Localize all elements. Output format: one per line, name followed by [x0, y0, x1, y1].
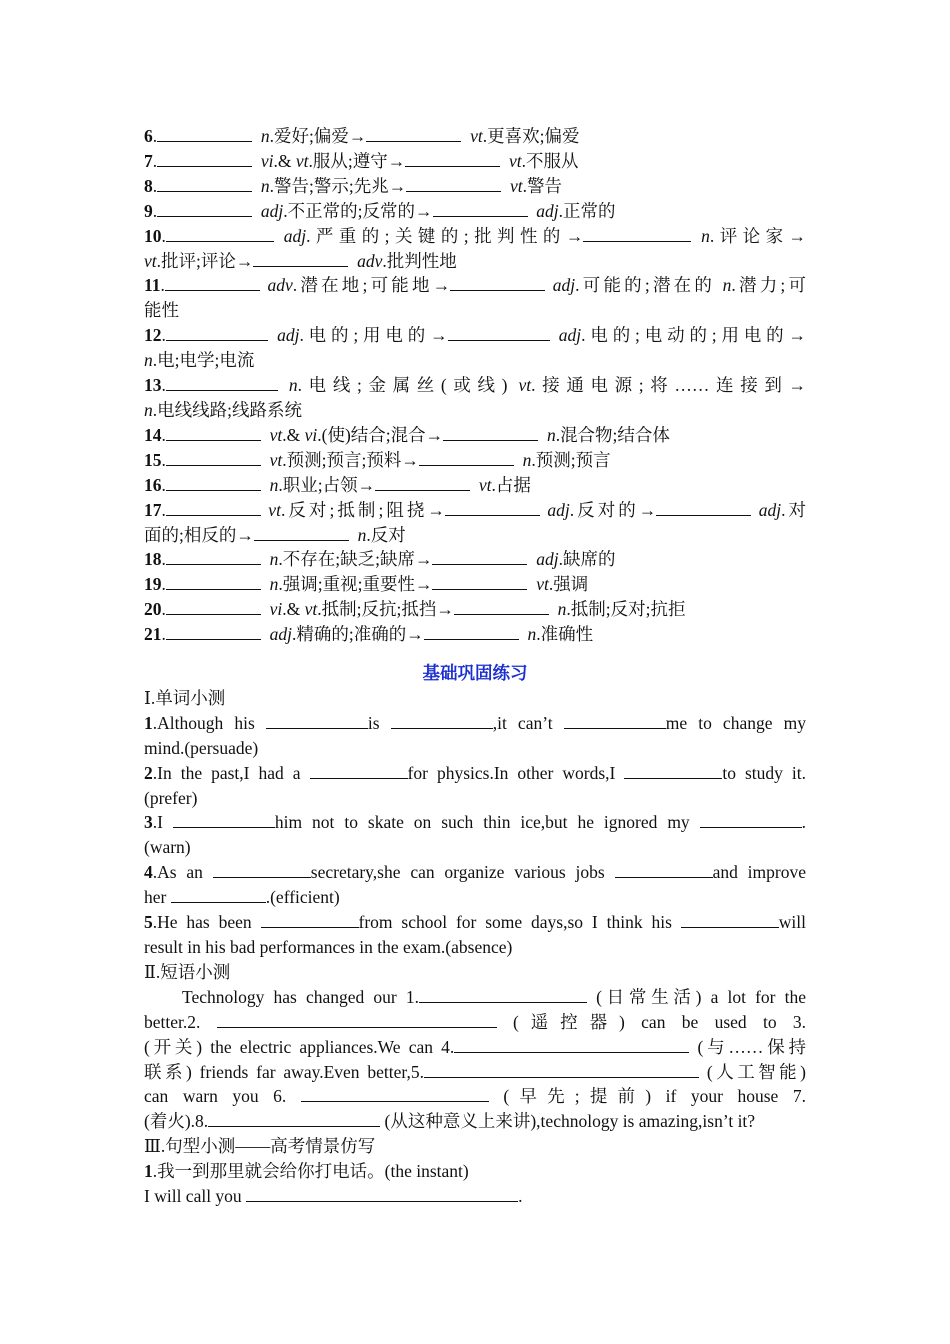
vocab-item: 9. adj.不正常的;反常的→ adj.正常的	[144, 200, 616, 221]
part1-item-cont: her .(efficient)	[144, 887, 340, 908]
part1-item: 5.He has been from school for some days,so I think his will	[144, 912, 806, 933]
vocab-item-cont: n.电;电学;电流	[144, 350, 255, 371]
vocab-item: 8. n.警告;警示;先兆→ vt.警告	[144, 175, 562, 196]
vocab-item: 19. n.强调;重视;重要性→ vt.强调	[144, 574, 589, 595]
vocab-item: 6. n.爱好;偏爱→ vt.更喜欢;偏爱	[144, 126, 580, 146]
section-title: 基础巩固练习	[422, 663, 528, 684]
part1-item-cont: mind.(persuade)	[144, 737, 259, 758]
part1-item-cont: (prefer)	[144, 787, 198, 808]
part1-item: 3.I him not to skate on such thin ice,but he ignored my .	[144, 812, 806, 833]
vocab-item-cont: n.电线线路;线路系统	[144, 399, 302, 420]
vocab-item: 16. n.职业;占领→ vt.占据	[144, 474, 531, 495]
part1	[144, 686, 806, 960]
vocab-item: 17. vt.反对;抵制;阻挠→ adj.反对的→ adj.对	[144, 499, 806, 520]
vocab-item-cont: 面的;相反的→ n.反对	[144, 524, 406, 545]
part3-heading: Ⅲ.句型小测——高考情景仿写	[144, 1136, 376, 1157]
vocab-item: 15. vt.预测;预言;预料→ n.预测;预言	[144, 449, 611, 470]
vocab-item: 13. n.电线;金属丝(或线) vt.接通电源;将……连接到→	[144, 375, 806, 396]
vocab-item: 18. n.不存在;缺乏;缺席→ adj.缺席的	[144, 549, 616, 570]
part2-heading: Ⅱ.短语小测	[144, 961, 231, 982]
passage-line: (着火).8. (从这种意义上来讲),technology is amazing,isn’t it?	[144, 1111, 756, 1132]
vocab-item-cont: 能性	[144, 300, 179, 321]
passage-line: 联系) friends far away.Even better,5. (人工智能)	[144, 1061, 806, 1082]
part3-question: 1.我一到那里就会给你打电话。(the instant)	[144, 1161, 469, 1182]
passage-line: better.2. (遥控器) can be used to 3.	[144, 1011, 806, 1032]
passage-line: can warn you 6. (早先;提前) if your house 7.	[144, 1086, 806, 1107]
vocab-item: 14. vt.& vi.(使)结合;混合→ n.混合物;结合体	[144, 424, 670, 445]
vocab-item: 20. vi.& vt.抵制;反抗;抵挡→ n.抵制;反对;抗拒	[144, 599, 686, 620]
part1-item-cont: result in his bad performances in the exam.(absence)	[144, 937, 513, 957]
vocab-item: 7. vi.& vt.服从;遵守→ vt.不服从	[144, 150, 579, 171]
vocab-list	[144, 124, 806, 647]
part1-item: 4.As an secretary,she can organize various jobs and improve	[144, 862, 806, 883]
part1-item: 1.Although his is ,it can’t me to change my	[144, 712, 806, 733]
part1-item-cont: (warn)	[144, 837, 191, 858]
vocab-item: 21. adj.精确的;准确的→ n.准确性	[144, 624, 594, 645]
part1-item: 2.In the past,I had a for physics.In other words,I to study it.	[144, 762, 806, 783]
passage-line: (开关) the electric appliances.We can 4. (与……保持	[144, 1036, 806, 1057]
vocab-item: 10. adj.严重的;关键的;批判性的→ n.评论家→	[144, 225, 806, 246]
passage-line: Technology has changed our 1. (日常生活) a lot for the	[182, 986, 806, 1007]
vocab-item-cont: vt.批评;评论→ adv.批判性地	[144, 250, 457, 271]
part3-answer-line: I will call you .	[144, 1186, 523, 1207]
document-page	[144, 124, 806, 1209]
part1-heading: Ⅰ.单词小测	[144, 687, 226, 708]
part3	[144, 1134, 806, 1209]
part2	[144, 960, 806, 1134]
vocab-item: 12. adj.电的;用电的→ adj.电的;电动的;用电的→	[144, 325, 806, 346]
vocab-item: 11. adv.潜在地;可能地→ adj.可能的;潜在的 n.潜力;可	[144, 275, 806, 296]
